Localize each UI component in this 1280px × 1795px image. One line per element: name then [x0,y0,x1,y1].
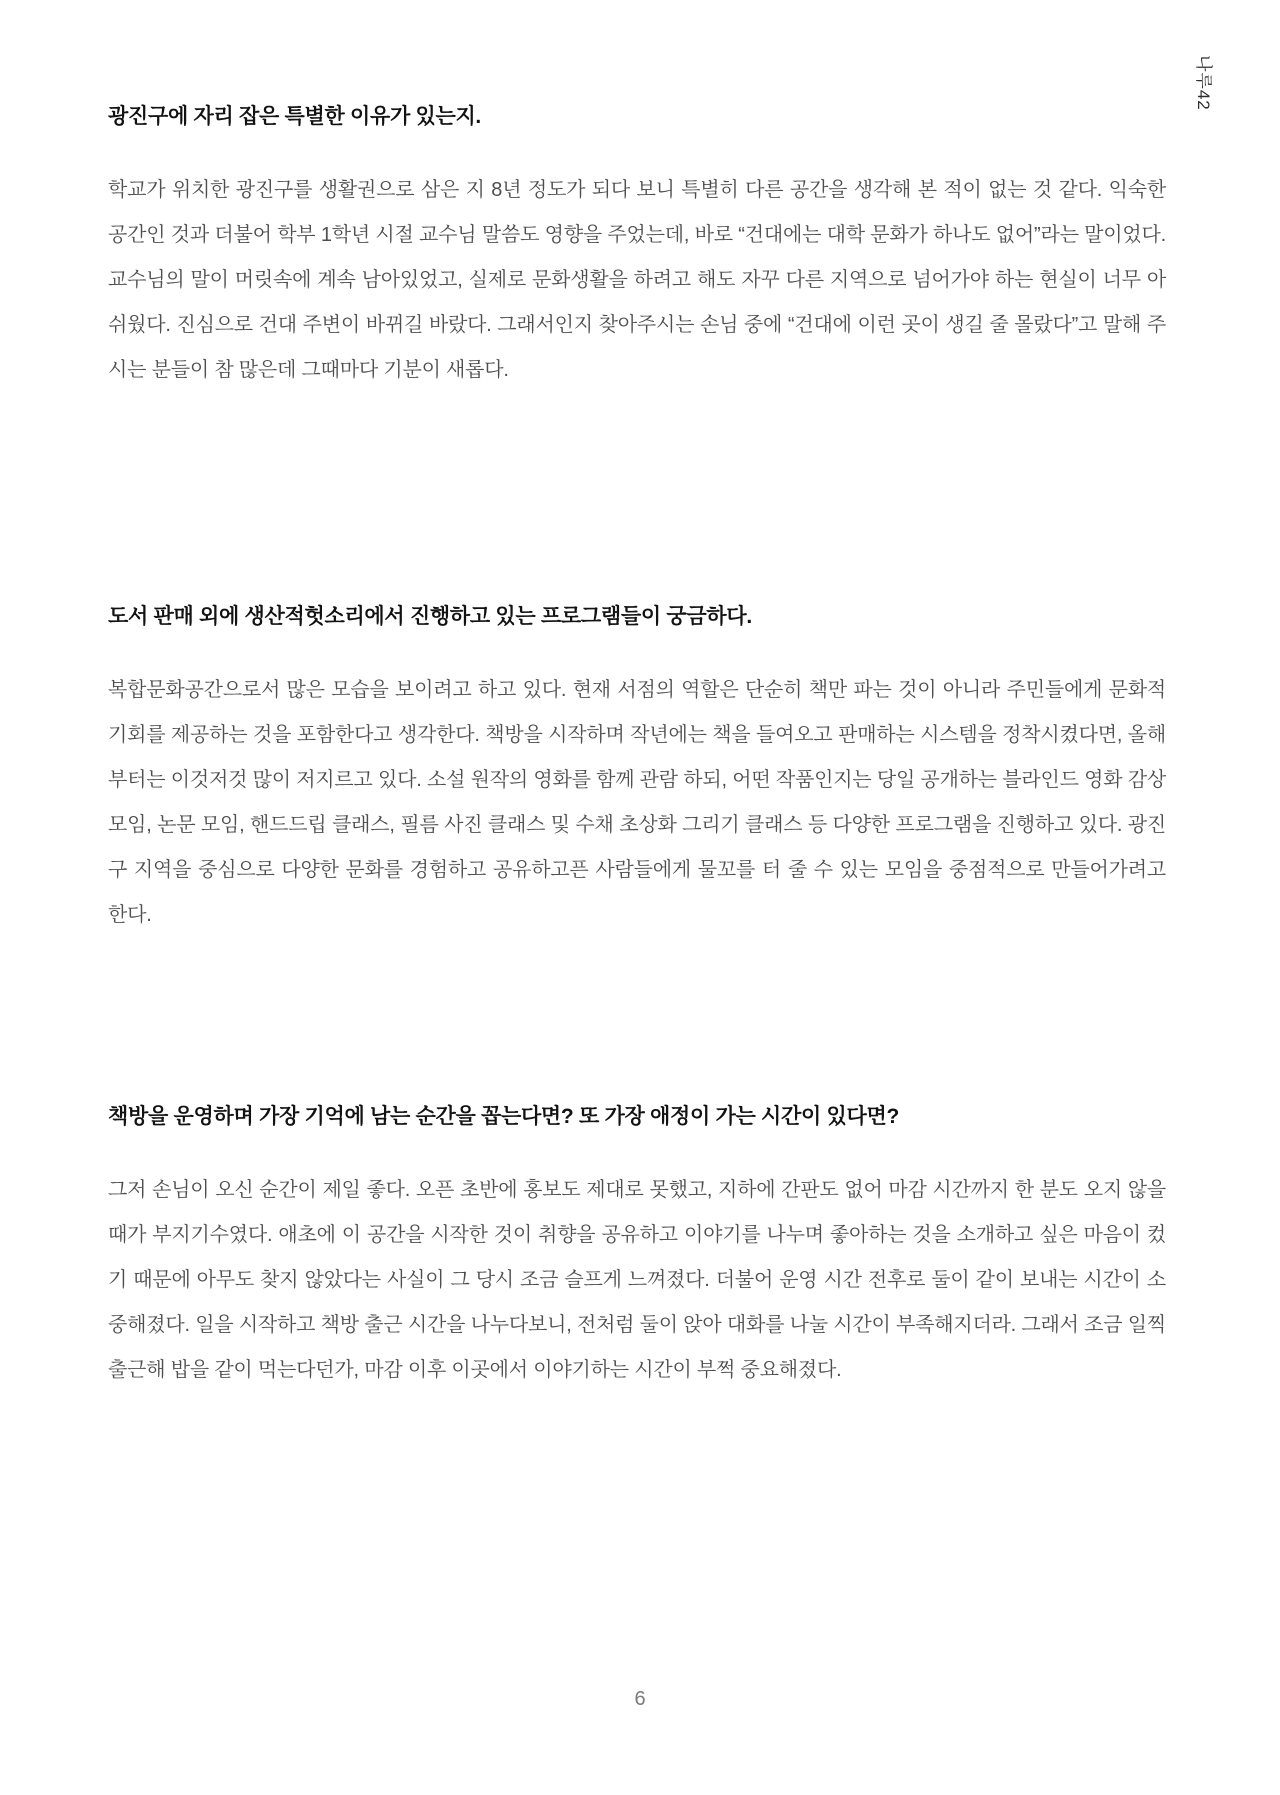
question-heading: 책방을 운영하며 가장 기억에 남는 순간을 꼽는다면? 또 가장 애정이 가는 시간이 있다면? [108,1105,899,1128]
qa-section-memorable-moments [108,1100,1166,1381]
page-number: 6 [634,1688,646,1710]
answer-paragraph: 학교가 위치한 광진구를 생활권으로 삼은 지 8년 정도가 되다 보니 특별히 다른 공간을 생각해 본 적이 없는 것 같다. 익숙한 공간인 것과 더불어 학부 1학년 시절 교수님 말씀도 영향을 주었는데, 바로 “건대에는 대학 문화가 하나도 없어”라는 말이었다. 교수님의 말이 머릿속에 계속 남아있었고, 실제로 문화생활을 하려고 해도 자꾸 다른 지역으로 넘어가야 하는 현실이 너무 아쉬웠다. 진심으로 건대 주변이 바뀌길 바랐다. 그래서인지 찾아주시는 손님 중에 “건대에 이런 곳이 생길 줄 몰랐다”고 말해 주시는 분들이 참 많은데 그때마다 기분이 새롭다. [108,179,1166,381]
edition-label: 나루42 [1194,55,1213,111]
question-heading: 도서 판매 외에 생산적헛소리에서 진행하고 있는 프로그램들이 궁금하다. [108,605,752,628]
answer-paragraph: 복합문화공간으로서 많은 모습을 보이려고 하고 있다. 현재 서점의 역할은 단순히 책만 파는 것이 아니라 주민들에게 문화적 기회를 제공하는 것을 포함한다고 생각한다. 책방을 시작하며 작년에는 책을 들여오고 판매하는 시스템을 정착시켰다면, 올해부터는 이것저것 많이 저지르고 있다. 소설 원작의 영화를 함께 관람 하되, 어떤 작품인지는 당일 공개하는 블라인드 영화 감상 모임, 논문 모임, 핸드드립 클래스, 필름 사진 클래스 및 수채 초상화 그리기 클래스 등 다양한 프로그램을 진행하고 있다. 광진구 지역을 중심으로 다양한 문화를 경험하고 공유하고픈 사람들에게 물꼬를 터 줄 수 있는 모임을 중점적으로 만들어가려고 한다. [108,679,1166,926]
question-heading: 광진구에 자리 잡은 특별한 이유가 있는지. [108,105,481,128]
qa-section-location [108,100,1166,381]
answer-paragraph: 그저 손님이 오신 순간이 제일 좋다. 오픈 초반에 홍보도 제대로 못했고, 지하에 간판도 없어 마감 시간까지 한 분도 오지 않을 때가 부지기수였다. 애초에 이 공간을 시작한 것이 취향을 공유하고 이야기를 나누며 좋아하는 것을 소개하고 싶은 마음이 컸기 때문에 아무도 찾지 않았다는 사실이 그 당시 조금 슬프게 느껴졌다. 더불어 운영 시간 전후로 둘이 같이 보내는 시간이 소중해졌다. 일을 시작하고 책방 출근 시간을 나누다보니, 전처럼 둘이 앉아 대화를 나눌 시간이 부족해지더라. 그래서 조금 일찍 출근해 밥을 같이 먹는다던가, 마감 이후 이곳에서 이야기하는 시간이 부쩍 중요해졌다. [108,1179,1166,1381]
qa-section-programs [108,600,1166,926]
page-footer [0,1688,1280,1711]
